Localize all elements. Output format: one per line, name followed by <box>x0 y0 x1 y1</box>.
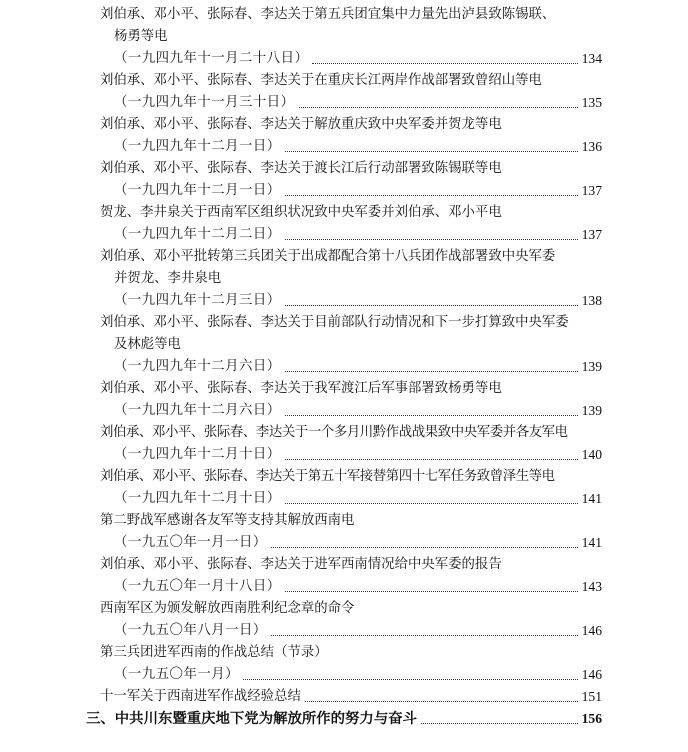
entry-row <box>100 686 602 708</box>
section-title: 三、中共川东暨重庆地下党为解放所作的努力与奋斗 <box>86 710 417 727</box>
entry-date-row <box>114 92 602 114</box>
entry-title: 第二野战军感谢各友军等支持其解放西南电 <box>100 513 355 528</box>
entry-title: 贺龙、李井泉关于西南军区组织状况致中央军委并刘伯承、邓小平电 <box>100 205 502 220</box>
entry-date: （一九四九年十一月二十八日） <box>114 51 309 66</box>
entry-title: 第三兵团进军西南的作战总结（节录） <box>100 645 328 660</box>
entry-date-row <box>114 576 602 598</box>
leader-dots <box>285 151 578 152</box>
leader-dots <box>271 547 578 548</box>
entry-date: （一九四九年十二月六日） <box>114 403 281 418</box>
leader-dots <box>312 63 577 64</box>
leader-dots <box>285 239 578 240</box>
leader-dots <box>285 415 578 416</box>
entry-date-row <box>114 664 602 686</box>
section-heading <box>86 708 602 730</box>
entry-date-row <box>114 180 602 202</box>
leader-dots <box>305 701 578 702</box>
entry-title: 十一军关于西南进军作战经验总结 <box>100 689 301 704</box>
entry-date-row <box>114 356 602 378</box>
entry-date-row <box>114 400 602 422</box>
entry-title-cont: 及林彪等电 <box>114 337 181 352</box>
leader-dots <box>285 195 578 196</box>
leader-dots <box>285 459 578 460</box>
entry-date-row <box>114 532 602 554</box>
entry-title: 刘伯承、邓小平、张际春、李达关于我军渡江后军事部署致杨勇等电 <box>100 381 502 396</box>
page-number: 143 <box>581 579 602 594</box>
entry-date: （一九四九年十二月一日） <box>114 183 281 198</box>
page-number: 134 <box>581 51 602 66</box>
entry-date: （一九四九年十一月三十日） <box>114 95 295 110</box>
leader-dots <box>421 723 578 724</box>
entry-date: （一九五〇年八月一日） <box>114 623 267 638</box>
leader-dots <box>299 107 578 108</box>
entry-title: 刘伯承、邓小平、张际春、李达关于在重庆长江两岸作战部署致曾绍山等电 <box>100 73 542 88</box>
leader-dots <box>285 305 578 306</box>
entry-title: 刘伯承、邓小平、张际春、李达关于渡长江后行动部署致陈锡联等电 <box>100 161 502 176</box>
entry-title: 刘伯承、邓小平批转第三兵团关于出成都配合第十八兵团作战部署致中央军委 <box>100 249 556 264</box>
page-number: 141 <box>581 535 602 550</box>
page-number: 139 <box>581 403 602 418</box>
entry-title: 刘伯承、邓小平、张际春、李达关于进军西南情况给中央军委的报告 <box>100 557 502 572</box>
entry-date-row <box>114 136 602 158</box>
entry-date-row <box>114 488 602 510</box>
entry-date: （一九四九年十二月二日） <box>114 227 281 242</box>
page-number: 137 <box>581 183 602 198</box>
entry-date: （一九四九年十二月六日） <box>114 359 281 374</box>
leader-dots <box>243 679 578 680</box>
leader-dots <box>285 591 578 592</box>
page-number: 156 <box>581 711 602 726</box>
page-number: 136 <box>581 139 602 154</box>
entry-date: （一九五〇年一月一日） <box>114 535 267 550</box>
entry-title: 刘伯承、邓小平、张际春、李达关于一个多月川黔作战战果致中央军委并各友军电 <box>100 425 568 440</box>
page-number: 146 <box>581 667 602 682</box>
leader-dots <box>285 371 578 372</box>
entry-title: 刘伯承、邓小平、张际春、李达关于解放重庆致中央军委并贺龙等电 <box>100 117 502 132</box>
entry-date: （一九四九年十二月十日） <box>114 447 281 462</box>
entry-date-row <box>114 290 602 312</box>
entry-date-row <box>114 48 602 70</box>
page-number: 138 <box>581 293 602 308</box>
entry-title-cont: 杨勇等电 <box>114 29 168 44</box>
page-number: 141 <box>581 491 602 506</box>
entry-title: 刘伯承、邓小平、张际春、李达关于第五兵团宜集中力量先出泸县致陈锡联、 <box>100 7 556 22</box>
page-number: 151 <box>581 689 602 704</box>
page-number: 146 <box>581 623 602 638</box>
entry-date-row <box>114 444 602 466</box>
entry-title: 刘伯承、邓小平、张际春、李达关于第五十军接替第四十七军任务致曾泽生等电 <box>100 469 555 484</box>
entry-date: （一九五〇年一月） <box>114 667 240 682</box>
entry-date: （一九四九年十二月十日） <box>114 491 281 506</box>
page-number: 137 <box>581 227 602 242</box>
entry-date-row <box>114 224 602 246</box>
page-number: 139 <box>581 359 602 374</box>
entry-title: 西南军区为颁发解放西南胜利纪念章的命令 <box>100 601 355 616</box>
page-number: 140 <box>581 447 602 462</box>
entry-date-row <box>114 620 602 642</box>
entry-date: （一九四九年十二月三日） <box>114 293 281 308</box>
entry-date: （一九五〇年一月十八日） <box>114 579 281 594</box>
entry-title-cont: 并贺龙、李井泉电 <box>114 271 222 286</box>
page-number: 135 <box>581 95 602 110</box>
leader-dots <box>271 635 578 636</box>
entry-title: 刘伯承、邓小平、张际春、李达关于目前部队行动情况和下一步打算致中央军委 <box>100 315 569 330</box>
leader-dots <box>285 503 578 504</box>
entry-date: （一九四九年十二月一日） <box>114 139 281 154</box>
